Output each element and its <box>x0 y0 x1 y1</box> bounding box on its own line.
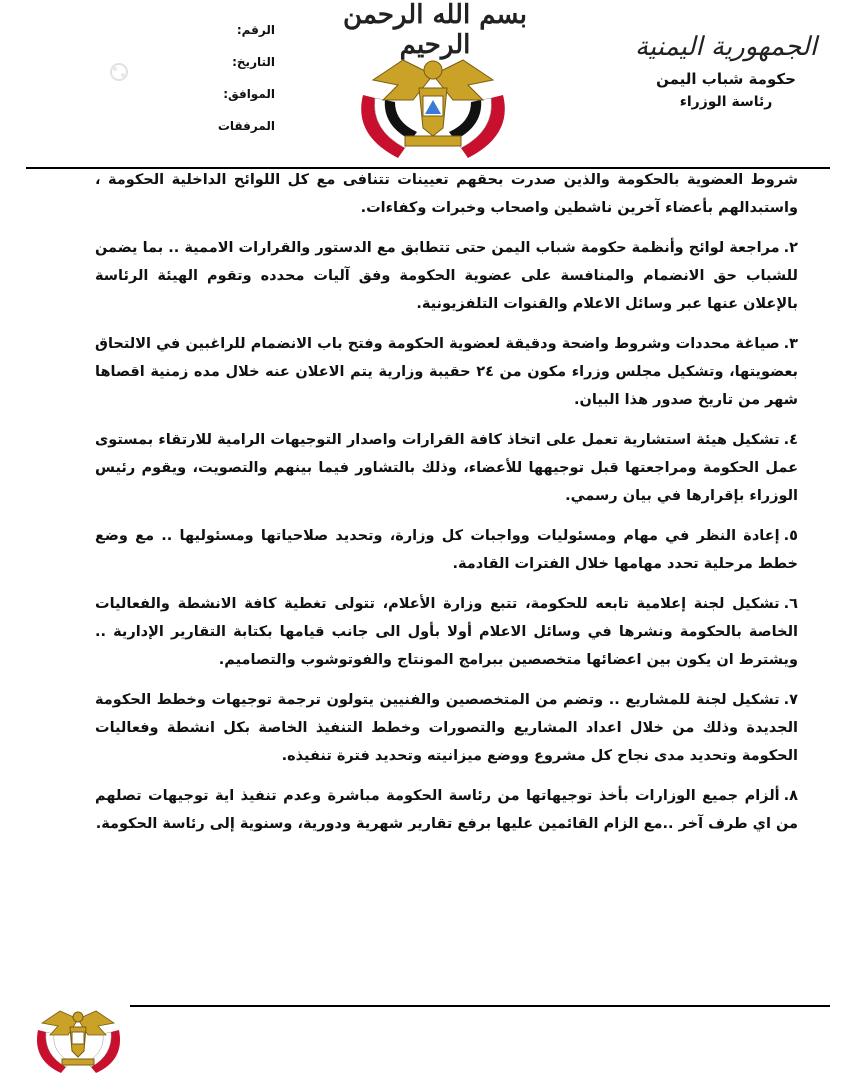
yemen-eagle-emblem-icon <box>343 40 523 165</box>
item-number: ٥. <box>783 528 798 544</box>
intro-paragraph: شروط العضوية بالحكومة والذين صدرت بحقهم تعيينات تتنافى مع كل اللوائح الداخلية الحكومة ، واستبدالهم بأعضاء آخرين ناشطين واصحاب وخبرات وكفاءات. <box>95 172 798 216</box>
item-text: تشكيل هيئة استشارية تعمل على اتخاذ كافة القرارات واصدار التوجيهات الرامية للارتقاء بمستوى عمل الحكومة ومراجعتها قبل توجيهها للأعضاء، وذلك بالتشاور فيما بينهم والتصويت، ويقوم رئيس الوزراء بإقرارها في بيان رسمي. <box>95 432 798 504</box>
footer-eagle-emblem-icon <box>26 1005 131 1075</box>
item-text: مراجعة لوائح وأنظمة حكومة شباب اليمن حتى تتطابق مع الدستور والقرارات الاممية .. بما يضمن للشباب حق الانضمام والمنافسة على عضوية الحكومة وفق آليات محدده وتقوم الهيئة الرئاسة بالإعلان عنها عبر وسائل الاعلام والقنوات التلفزيونية. <box>95 240 798 312</box>
item-text: تشكيل لجنة للمشاريع .. وتضم من المتخصصين والفنيين يتولون ترجمة توجيهات وخطط الحكومة الجديدة وذلك من خلال اعداد المشاريع والتصورات وخطط التنفيذ الخاصة بكل انشطة وفعاليات الحكومة وتحديد مدى نجاح كل مشروع ووضع ميزانيته وتحديد فترة تنفيذه. <box>95 692 798 764</box>
letterhead-right-block <box>626 30 826 110</box>
prime-ministry-label: رئاسة الوزراء <box>679 94 773 110</box>
government-name: حكومة شباب اليمن <box>656 70 796 88</box>
item-text: ألزام جميع الوزارات بأخذ توجيهاتها من رئاسة الحكومة مباشرة وعدم تنفيذ اية توجيهات تصلهم من اي طرف آخر ..مع الزام القائمين عليها برفع تقارير شهرية ودورية، وسنوية إلى رئاسة الحكومة. <box>95 788 798 832</box>
list-item <box>95 330 798 414</box>
list-item <box>95 782 798 838</box>
item-number: ٧. <box>783 692 798 708</box>
item-number: ٣. <box>783 336 798 352</box>
item-number: ٦. <box>783 596 798 612</box>
item-text: تشكيل لجنة إعلامية تابعه للحكومة، تتبع وزارة الأعلام، تتولى تغطية كافة الانشطة والفعاليات الخاصة بالحكومة ونشرها في وسائل الاعلام أولا بأول الى جانب قيامها بكتابة التقارير الإدارية .. ويشترط ان يكون بين اعضائها متخصصين ببرامج المونتاج والفوتوشوب والتصاميم. <box>95 596 798 668</box>
item-text: إعادة النظر في مهام ومسئوليات وواجبات كل وزارة، وتحديد صلاحياتها ومسئوليها .. مع وضع خطط مرحلية تحدد مهامها خلال الفترات القادمة. <box>95 528 798 572</box>
list-item <box>95 590 798 674</box>
letterhead <box>0 0 856 165</box>
basmala: بسم الله الرحمن الرحيم <box>343 0 527 60</box>
list-item <box>95 234 798 318</box>
field-date: التاريخ: <box>232 55 275 69</box>
document-fields <box>205 22 275 150</box>
item-text: صياغة محددات وشروط واضحة ودقيقة لعضوية الحكومة وفتح باب الانضمام للراغبين في الالتحاق بعضويتها، وتشكيل مجلس وزراء مكون من ٢٤ حقيبة وزارية يتم الاعلان عنه خلال مده زمنية اقصاها شهر من تاريخ صدور هذا البيان. <box>95 336 798 408</box>
item-number: ٢. <box>783 240 798 256</box>
list-item <box>95 686 798 770</box>
item-number: ٤. <box>783 432 798 448</box>
field-attachments: المرفقات <box>217 119 275 133</box>
item-number: ٨. <box>783 788 798 804</box>
footer-divider <box>130 1005 830 1007</box>
list-item <box>95 426 798 510</box>
field-number: الرقم: <box>236 23 275 37</box>
statement-body <box>95 166 798 850</box>
faint-watermark-icon <box>103 57 135 87</box>
field-corresponding: الموافق: <box>223 87 275 101</box>
republic-calligraphy: الجمهورية اليمنية <box>634 32 818 62</box>
list-item <box>95 522 798 578</box>
